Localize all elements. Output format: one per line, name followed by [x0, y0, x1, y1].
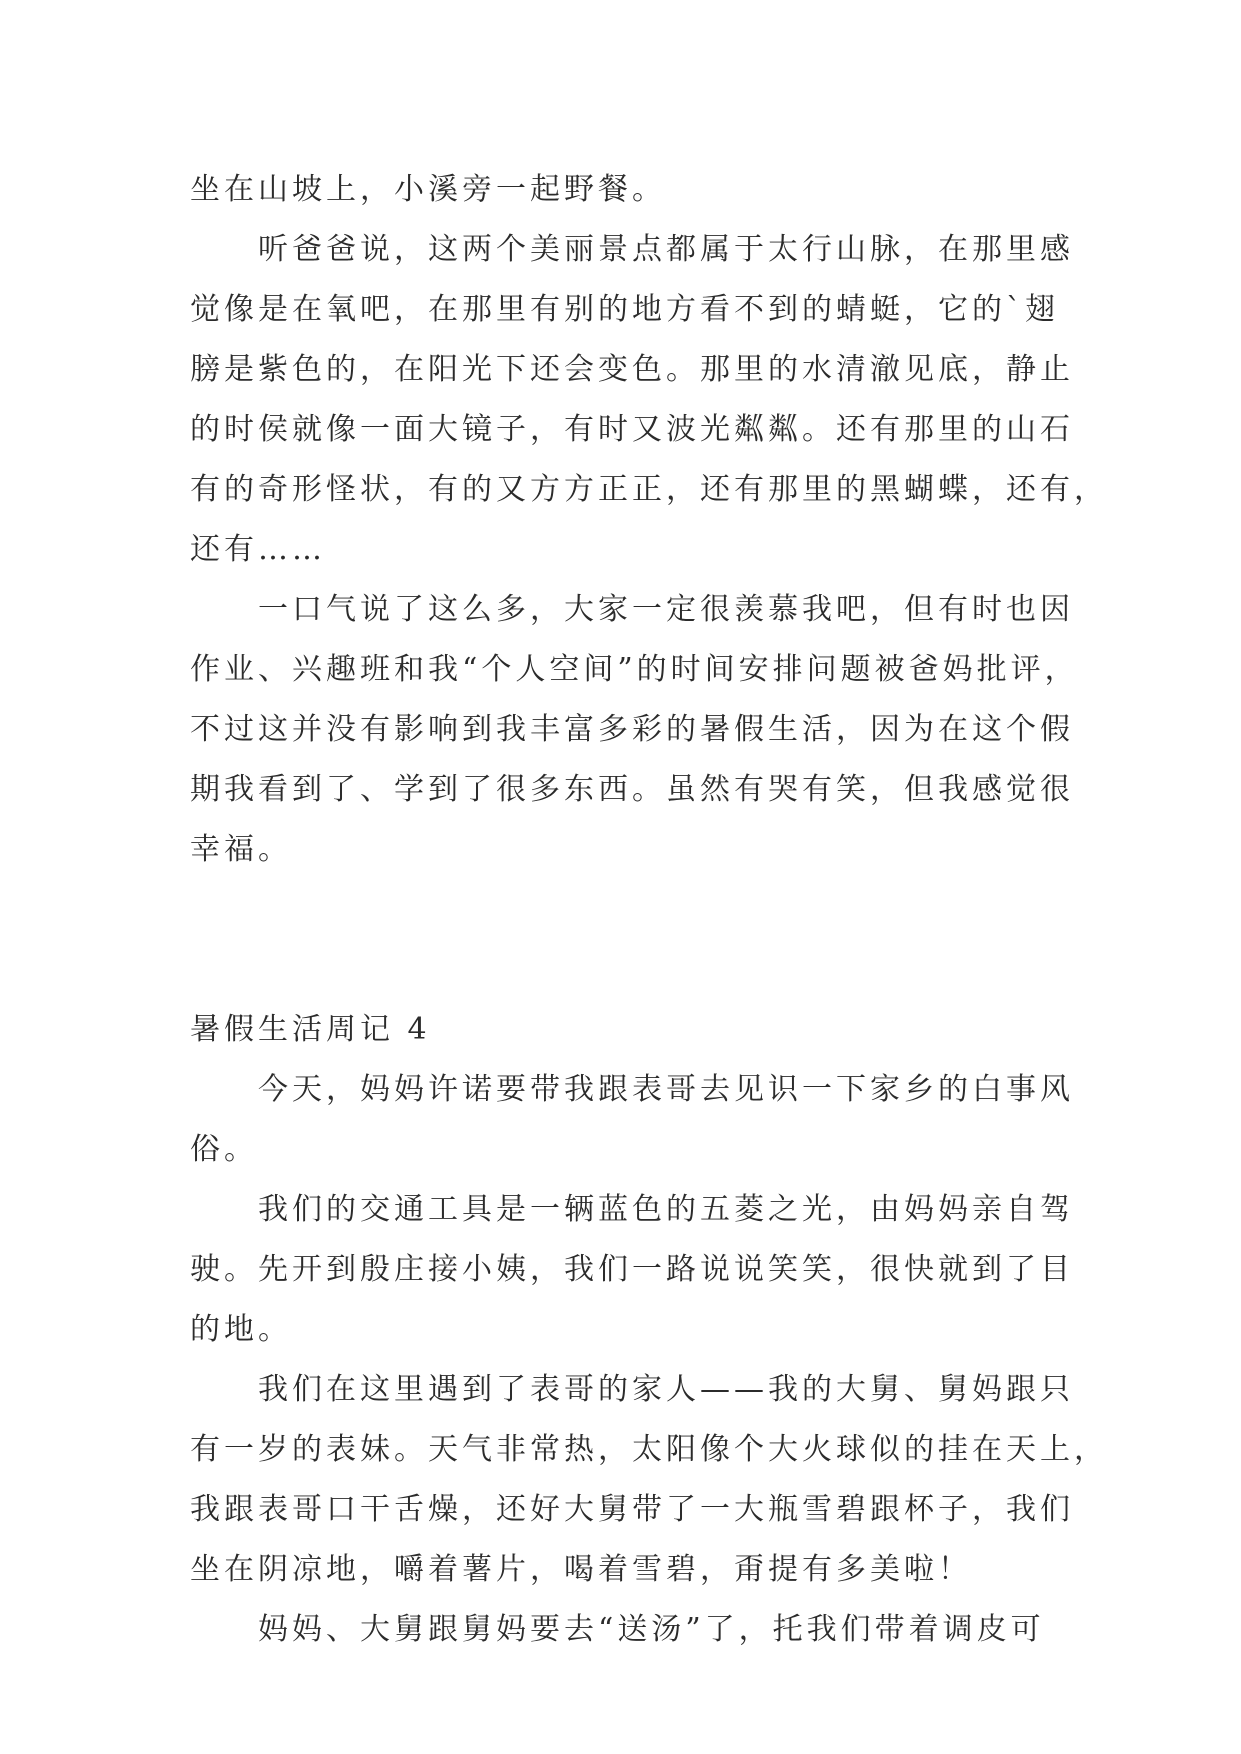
text-line: 膀是紫色的，在阳光下还会变色。那里的水清澈见底，静止 [190, 352, 1074, 387]
blank-spacer [190, 880, 1050, 1000]
text-line: 坐在阴凉地，嚼着薯片，喝着雪碧，甭提有多美啦！ [190, 1552, 972, 1587]
text-line: 还有…… [190, 532, 326, 567]
section-heading: 暑假生活周记 4 [190, 1012, 431, 1047]
text-line: 我们的交通工具是一辆蓝色的五菱之光，由妈妈亲自驾 [190, 1192, 1074, 1227]
document-page [190, 160, 1108, 1660]
text-line: 我们在这里遇到了表哥的家人——我的大舅、舅妈跟只 [190, 1372, 1074, 1407]
text-line: 有一岁的表妹。天气非常热，太阳像个大火球似的挂在天上， [190, 1432, 1108, 1467]
text-block-1 [190, 160, 1108, 880]
text-line: 妈妈、大舅跟舅妈要去“送汤”了，托我们带着调皮可 [190, 1612, 1045, 1647]
text-line: 期我看到了、学到了很多东西。虽然有哭有笑，但我感觉很 [190, 772, 1074, 807]
text-line: 作业、兴趣班和我“个人空间”的时间安排问题被爸妈批评， [190, 652, 1079, 687]
text-line: 俗。 [190, 1132, 258, 1167]
text-line: 听爸爸说，这两个美丽景点都属于太行山脉，在那里感 [190, 232, 1074, 267]
text-line: 驶。先开到殷庄接小姨，我们一路说说笑笑，很快就到了目 [190, 1252, 1074, 1287]
text-line: 的地。 [190, 1312, 292, 1347]
text-line: 坐在山坡上，小溪旁一起野餐。 [190, 172, 666, 207]
text-line: 不过这并没有影响到我丰富多彩的暑假生活，因为在这个假 [190, 712, 1074, 747]
text-line: 有的奇形怪状，有的又方方正正，还有那里的黑蝴蝶，还有， [190, 472, 1108, 507]
text-line: 一口气说了这么多，大家一定很羡慕我吧，但有时也因 [190, 592, 1074, 627]
text-line: 幸福。 [190, 832, 292, 867]
text-line: 今天，妈妈许诺要带我跟表哥去见识一下家乡的白事风 [190, 1072, 1074, 1107]
text-block-2 [190, 1060, 1108, 1660]
text-line: 我跟表哥口干舌燥，还好大舅带了一大瓶雪碧跟杯子，我们 [190, 1492, 1074, 1527]
text-line: 的时侯就像一面大镜子，有时又波光粼粼。还有那里的山石 [190, 412, 1074, 447]
text-line: 觉像是在氧吧，在那里有别的地方看不到的蜻蜓，它的`翅 [190, 292, 1059, 327]
